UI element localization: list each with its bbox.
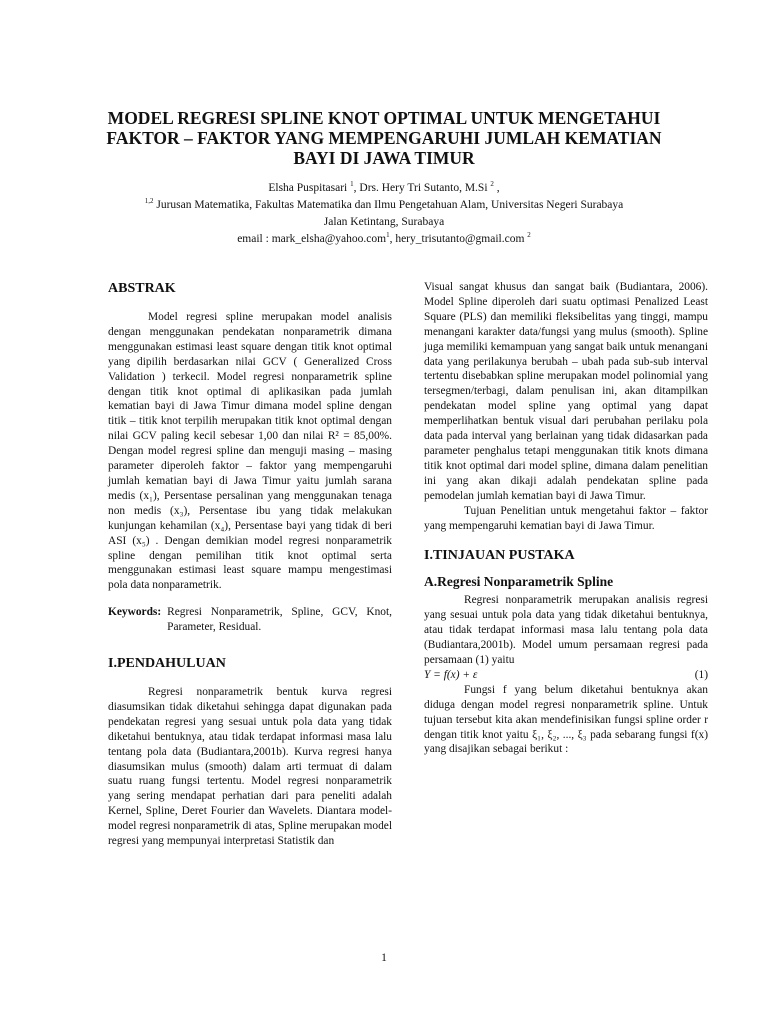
author-block [80,180,688,248]
author-names: Elsha Puspitasari $^1$, Drs. Hery Tri Sutanto, M.Si $^2$ , [268,180,500,194]
right-column [424,280,708,757]
intro-paragraph-2: Visual sangat khusus dan sangat baik (Budiantara, 2006). Model Spline diperoleh dari suatu optimasi Penalized Least Square (PLS) dan memiliki fleksibelitas yang tinggi, mampu menangani karakter data/fungsi yang mulus (smooth). Spline juga memiliki kemampuan yang sangat baik untuk menangani data yang perilakunya berubah – ubah pada sub-sub interval tertentu disebabkan spline merupakan model polinomial yang tersegmen/terbagi, dalam penulisan ini, akan ditampilkan pendekatan model spline yang optimal yang dapat memperlihatkan bentuk visual dari perubahan perilaku pola data pada interval yang berlainan yang tidak didasarkan pada parameter penghalus tetapi menggunakan titik knots dimana titik knot optimal dari model spline, dimana dalam penelitian ini yang akan dikaji adalah pendekatan spline pada pemodelan jumlah kematian bayi di Jawa Timur. [424,281,708,502]
abstract-text: Model regresi spline merupakan model analisis dengan menggunakan pendekatan nonparametrik dimana menggunakan estimasi least square dengan titik knot optimal yang dipilih berdasarkan nilai GCV ( Generalized Cross Validation ) terkecil. Model regresi nonparametrik spline dengan titik knot optimal di aplikasikan pada jumlah kematian bayi di Jawa Timur dimana model spline dengan titik – titik knot terpilih merupakan titik knot optimal dengan nilai GCV paling kecil sebesar 1,00 dan nilai R² = 85,00%. Dengan model regresi spline dan menguji masing – masing parameter diperoleh faktor – faktor yang mempengaruhi jumlah kematian bayi di Jawa Timur yaitu jumlah sarana medis (x₁), Persentase persalinan yang menggunakan tenaga non medis (x₃), Persentase ibu yang tidak melakukan kunjungan kehamilan (x₄), Persentase bayi yang tidak di beri ASI (x₅) . Dengan demikian model regresi nonparametrik spline dengan pemilihan titik knot optimal serta menggunakan estimasi least square mampu mengestimasi pola data nonparametrik. [108,311,392,592]
review-paragraph-2: Fungsi f yang belum diketahui bentuknya akan diduga dengan model regresi nonparametrik spline. Untuk tujuan tersebut kita akan mendefinisikan fungsi spline order r dengan titik knot yaitu ξ₁, ξ₂, ..., ξ₃ pada sebarang fungsi f(x) yang disajikan sebagai berikut : [424,683,708,756]
review-subheading: A.Regresi Nonparametrik Spline [424,574,614,590]
left-column [108,280,392,849]
abstract-heading: ABSTRAK [108,281,176,296]
keywords [108,605,392,635]
intro-paragraph-3: Tujuan Penelitian untuk mengetahui faktor – faktor yang mempengaruhi kematian bayi di Jawa Timur. [424,504,708,532]
equation-1 [424,668,708,683]
page-number: 1 [381,952,387,964]
intro-paragraph-1: Regresi nonparametrik bentuk kurva regresi diasumsikan tidak diketahui sehingga dapat digunakan pada pendekatan regresi yang sesuai untuk pola data yang tidak diketahui bentuknya, atau tidak terdapat informasi masa lalu tentang pola data (Budiantara,2001b). Kurva regresi hanya diasumsikan mulus (smooth) dalam arti termuat di dalam suatu ruang fungsi tertentu. Model regresi nonparametrik yang sering mendapat perhatian dari para peneliti adalah Kernel, Spline, Deret Fourier dan Wavelets. Diantara model-model regresi nonparametrik di atas, Spline merupakan model regresi yang mempunyai interpretasi Statistik dan [108,686,392,848]
intro-heading: I.PENDAHULUAN [108,656,226,672]
equation-number: (1) [694,668,708,681]
paper-title: MODEL REGRESI SPLINE KNOT OPTIMAL UNTUK MENGETAHUI FAKTOR – FAKTOR YANG MEMPENGARUHI JUMLAH KEMATIAN BAYI DI JAWA TIMUR [106,108,662,168]
review-paragraph-1: Regresi nonparametrik merupakan analisis regresi yang sesuai untuk pola data yang tidak diketahui bentuknya, atau tidak terdapat informasi masa lalu tentang pola data (Budiantara,2001b). Model umum persamaan regresi pada persamaan (1) yaitu [424,594,708,667]
author-affiliation: $^{1,2}$ Jurusan Matematika, Fakultas Matematika dan Ilmu Pengetahuan Alam, Universitas Negeri Surabaya [144,197,624,211]
author-emails: email : mark_elsha@yahoo.com$^1$, hery_trisutanto@gmail.com $^2$ [237,231,531,245]
keywords-label: Keywords: [108,606,162,619]
review-heading: I.TINJAUAN PUSTAKA [424,548,575,564]
author-address: Jalan Ketintang, Surabaya [323,216,445,228]
equation-expression: Y = f(x) + ε [424,668,478,681]
keywords-text: Regresi Nonparametrik, Spline, GCV, Knot, Parameter, Residual. [167,606,392,634]
